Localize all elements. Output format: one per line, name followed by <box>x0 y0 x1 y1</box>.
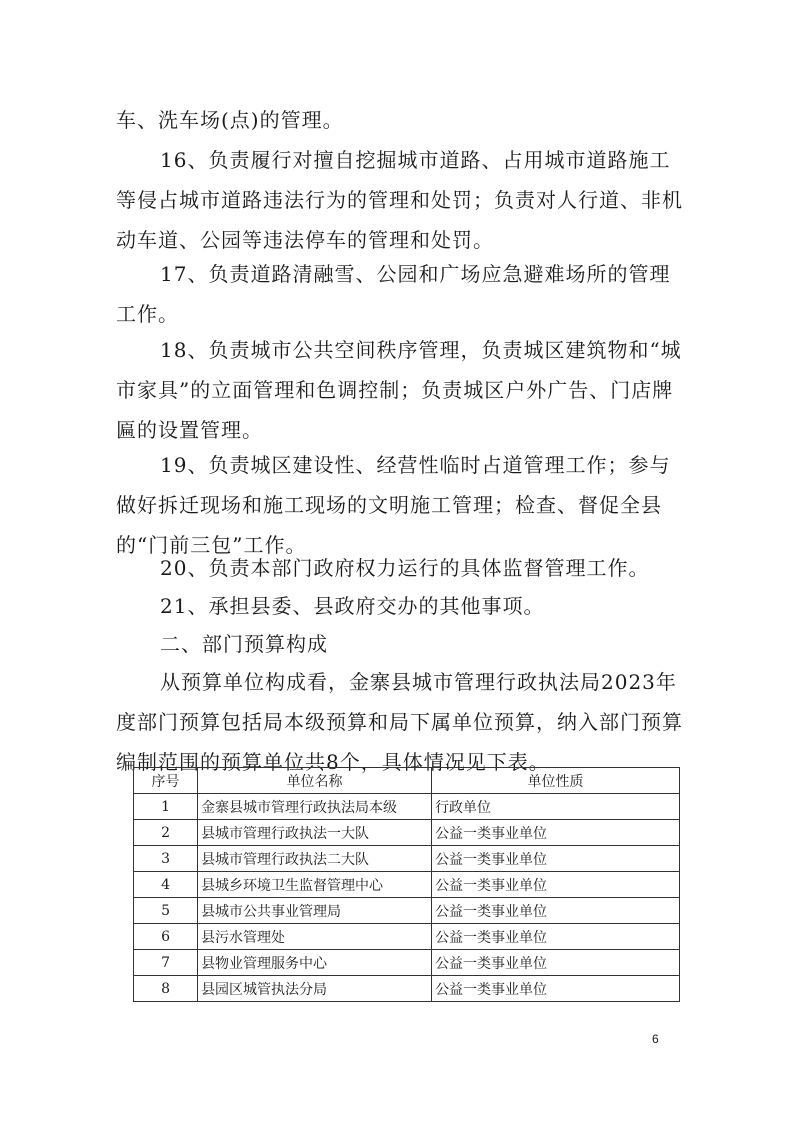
cell-unit-type: 公益一类事业单位 <box>432 898 680 924</box>
cell-index: 7 <box>134 950 198 976</box>
cell-index: 2 <box>134 820 198 846</box>
cell-index: 1 <box>134 794 198 820</box>
cell-unit-type: 公益一类事业单位 <box>432 950 680 976</box>
cell-index: 5 <box>134 898 198 924</box>
cell-index: 4 <box>134 872 198 898</box>
paragraph-item-16: 16、负责履行对擅自挖掘城市道路、占用城市道路施工等侵占城市道路违法行为的管理和处罚；负责对人行道、非机动车道、公园等违法停车的管理和处罚。 <box>116 148 683 252</box>
cell-unit-type: 行政单位 <box>432 794 680 820</box>
cell-unit-name: 县城市管理行政执法二大队 <box>198 846 432 872</box>
table-row <box>134 898 680 924</box>
paragraph-budget-composition: 从预算单位构成看，金寨县城市管理行政执法局2023年度部门预算包括局本级预算和局下属单位预算，纳入部门预算编制范围的预算单位共8个，具体情况见下表。 <box>116 670 683 774</box>
cell-unit-name: 县污水管理处 <box>198 924 432 950</box>
cell-unit-type: 公益一类事业单位 <box>432 820 680 846</box>
paragraph-item-20: 20、负责本部门政府权力运行的具体监督管理工作。 <box>160 556 650 580</box>
cell-unit-type: 公益一类事业单位 <box>432 976 680 1002</box>
cell-index: 6 <box>134 924 198 950</box>
cell-unit-name: 县园区城管执法分局 <box>198 976 432 1002</box>
paragraph-continuation: 车、洗车场(点)的管理。 <box>116 108 344 132</box>
cell-unit-name: 县城市公共事业管理局 <box>198 898 432 924</box>
header-unit-type: 单位性质 <box>432 768 680 794</box>
section-heading: 二、部门预算构成 <box>160 632 328 656</box>
table-header-row <box>134 768 680 794</box>
table-row <box>134 924 680 950</box>
cell-unit-type: 公益一类事业单位 <box>432 846 680 872</box>
header-index: 序号 <box>134 768 198 794</box>
paragraph-item-21: 21、承担县委、县政府交办的其他事项。 <box>160 594 545 618</box>
cell-unit-name: 县物业管理服务中心 <box>198 950 432 976</box>
cell-index: 8 <box>134 976 198 1002</box>
table-row <box>134 976 680 1002</box>
paragraph-item-17: 17、负责道路清融雪、公园和广场应急避难场所的管理工作。 <box>116 262 671 326</box>
budget-units-table <box>133 767 680 1002</box>
table-row <box>134 872 680 898</box>
table-row <box>134 846 680 872</box>
cell-unit-type: 公益一类事业单位 <box>432 924 680 950</box>
cell-unit-name: 县城乡环境卫生监督管理中心 <box>198 872 432 898</box>
table-row <box>134 950 680 976</box>
cell-unit-type: 公益一类事业单位 <box>432 872 680 898</box>
cell-index: 3 <box>134 846 198 872</box>
paragraph-item-19: 19、负责城区建设性、经营性临时占道管理工作；参与做好拆迁现场和施工现场的文明施工管理；检查、督促全县的“门前三包”工作。 <box>116 453 671 557</box>
table-row <box>134 820 680 846</box>
header-unit-name: 单位名称 <box>198 768 432 794</box>
page-number: 6 <box>652 1032 659 1046</box>
table-row <box>134 794 680 820</box>
cell-unit-name: 金寨县城市管理行政执法局本级 <box>198 794 432 820</box>
paragraph-item-18: 18、负责城市公共空间秩序管理，负责城区建筑物和“城市家具”的立面管理和色调控制；负责城区户外广告、门店牌匾的设置管理。 <box>116 338 682 442</box>
cell-unit-name: 县城市管理行政执法一大队 <box>198 820 432 846</box>
